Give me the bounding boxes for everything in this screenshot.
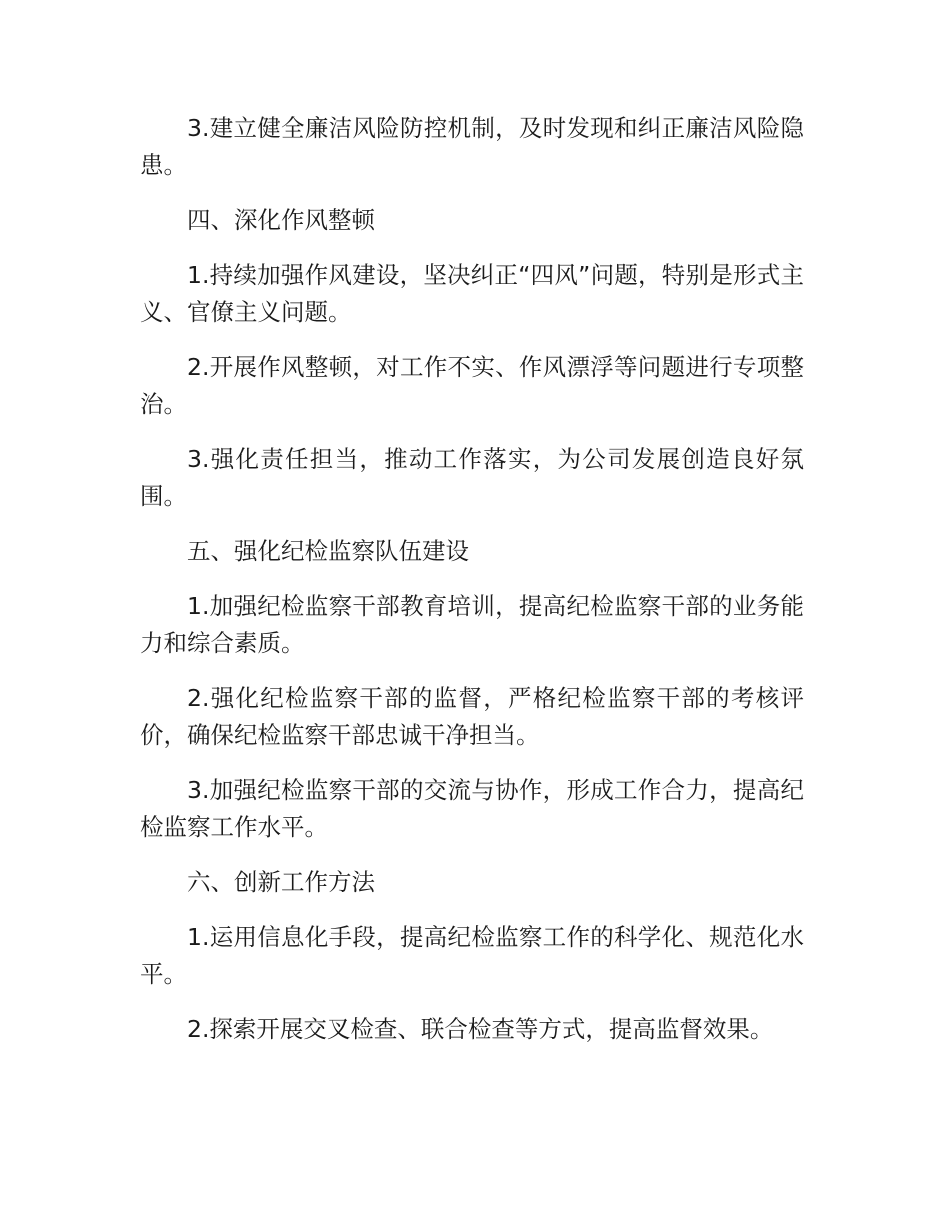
- section-heading: 五、强化纪检监察队伍建设: [187, 537, 469, 565]
- paragraph-item: 2.开展作风整顿，对工作不实、作风漂浮等问题进行专项整治。: [140, 353, 804, 418]
- paragraph-item: 1.持续加强作风建设，坚决纠正“四风”问题，特别是形式主义、官僚主义问题。: [140, 261, 804, 326]
- paragraph-item: 3.强化责任担当，推动工作落实，为公司发展创造良好氛围。: [140, 445, 804, 510]
- section-heading: 四、深化作风整顿: [187, 206, 375, 234]
- paragraph-item: 2.探索开展交叉检查、联合检查等方式，提高监督效果。: [187, 1015, 774, 1043]
- paragraph-item: 3.加强纪检监察干部的交流与协作，形成工作合力，提高纪检监察工作水平。: [140, 776, 804, 841]
- paragraph-item: 2.强化纪检监察干部的监督，严格纪检监察干部的考核评价，确保纪检监察干部忠诚干净担当。: [140, 684, 804, 749]
- section-heading: 六、创新工作方法: [187, 868, 375, 896]
- paragraph-item: 1.运用信息化手段，提高纪检监察工作的科学化、规范化水平。: [140, 923, 804, 988]
- paragraph-item: 1.加强纪检监察干部教育培训，提高纪检监察干部的业务能力和综合素质。: [140, 592, 804, 657]
- paragraph-item: 3.建立健全廉洁风险防控机制，及时发现和纠正廉洁风险隐患。: [140, 114, 804, 179]
- document-body: [140, 110, 804, 1066]
